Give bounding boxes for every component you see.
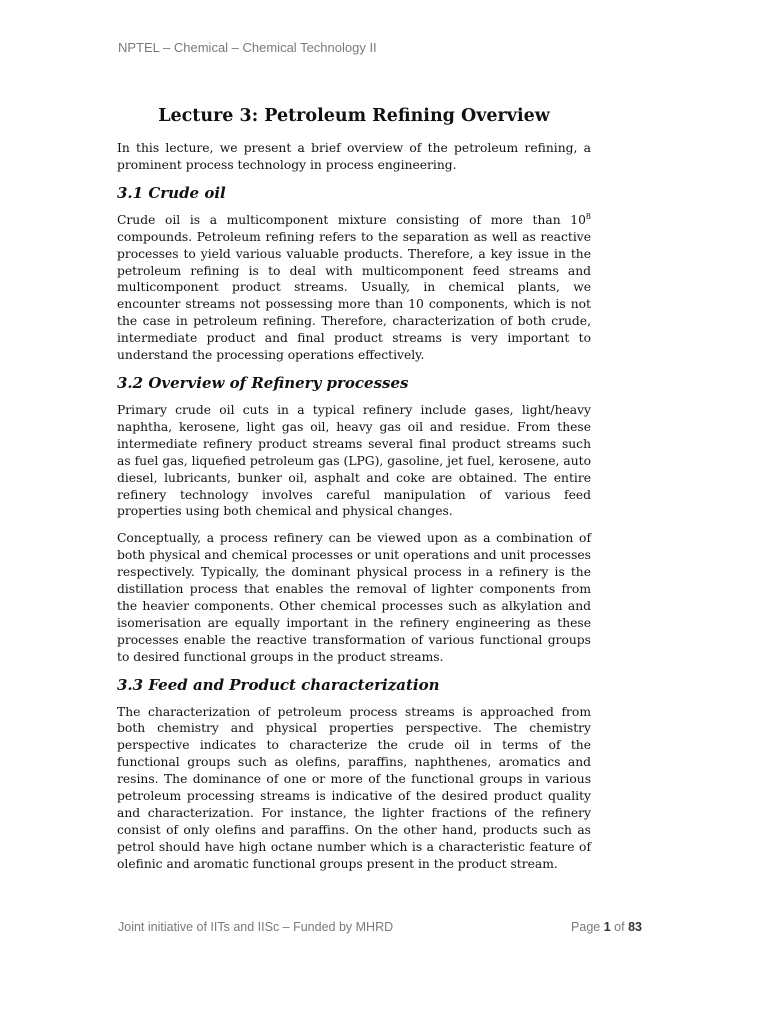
section-paragraph-refinery-1: Primary crude oil cuts in a typical refinery include gases, light/heavy naphtha, kerosene, light gas oil, heavy gas oil and residue. From these intermediate refinery product streams several final product streams such as fuel gas, liquefied petroleum gas (LPG), gasoline, jet fuel, kerosene, auto diesel, lubricants, bunker oil, asphalt and coke are obtained. The entire refinery technology involves careful manipulation of various feed properties using both chemical and physical changes. [117, 402, 591, 519]
section-heading-characterization: 3.3 Feed and Product characterization [117, 675, 440, 694]
page-header: NPTEL – Chemical – Chemical Technology II [118, 40, 377, 55]
document-title: Lecture 3: Petroleum Refining Overview [158, 106, 550, 126]
section-heading-crude-oil: 3.1 Crude oil [117, 183, 226, 202]
page-total: 83 [628, 920, 642, 934]
page-of: of [614, 920, 625, 934]
section-heading-refinery-processes: 3.2 Overview of Refinery processes [117, 373, 409, 392]
paragraph-text: compounds. Petroleum refining refers to the separation as well as reactive processes to yield various valuable products. Therefore, a key issue in the petroleum refining is to deal with multicomponent feed streams and multicomponent product streams. Usually, in chemical plants, we encounter streams not possessing more than 10 components, which is not the case in petroleum refining. Therefore, characterization of both crude, intermediate product and final product streams is very important to understand the processing operations effectively. [117, 229, 591, 363]
footer-credit: Joint initiative of IITs and IISc – Funded by MHRD [118, 920, 394, 934]
page-current: 1 [603, 920, 611, 934]
superscript-exponent: 8 [585, 211, 591, 221]
section-paragraph-crude-oil [117, 212, 591, 364]
section-paragraph-characterization: The characterization of petroleum process streams is approached from both chemistry and physical properties perspective. The chemistry perspective indicates to characterize the crude oil in terms of the functional groups such as olefins, paraffins, naphthenes, aromatics and resins. The dominance of one or more of the functional groups in various petroleum processing streams is indicative of the desired product quality and characterization. For instance, the lighter fractions of the refinery consist of only olefins and paraffins. On the other hand, products such as petrol should have high octane number which is a characteristic feature of olefinic and aromatic functional groups present in the product stream. [117, 704, 591, 871]
page-label: Page [571, 920, 601, 934]
section-paragraph-refinery-2: Conceptually, a process refinery can be viewed upon as a combination of both physical and chemical processes or unit operations and unit processes respectively. Typically, the dominant physical process in a refinery is the distillation process that enables the removal of lighter components from the heavier components. Other chemical processes such as alkylation and isomerisation are equally important in the refinery engineering as these processes enable the reactive transformation of various functional groups to desired functional groups in the product streams. [117, 531, 591, 664]
document-body [117, 100, 591, 883]
paragraph-text: Crude oil is a multicomponent mixture consisting of more than 10 [117, 212, 586, 227]
intro-paragraph: In this lecture, we present a brief overview of the petroleum refining, a prominent process technology in process engineering. [117, 141, 591, 172]
page-footer [118, 920, 642, 934]
page-number [571, 920, 642, 934]
